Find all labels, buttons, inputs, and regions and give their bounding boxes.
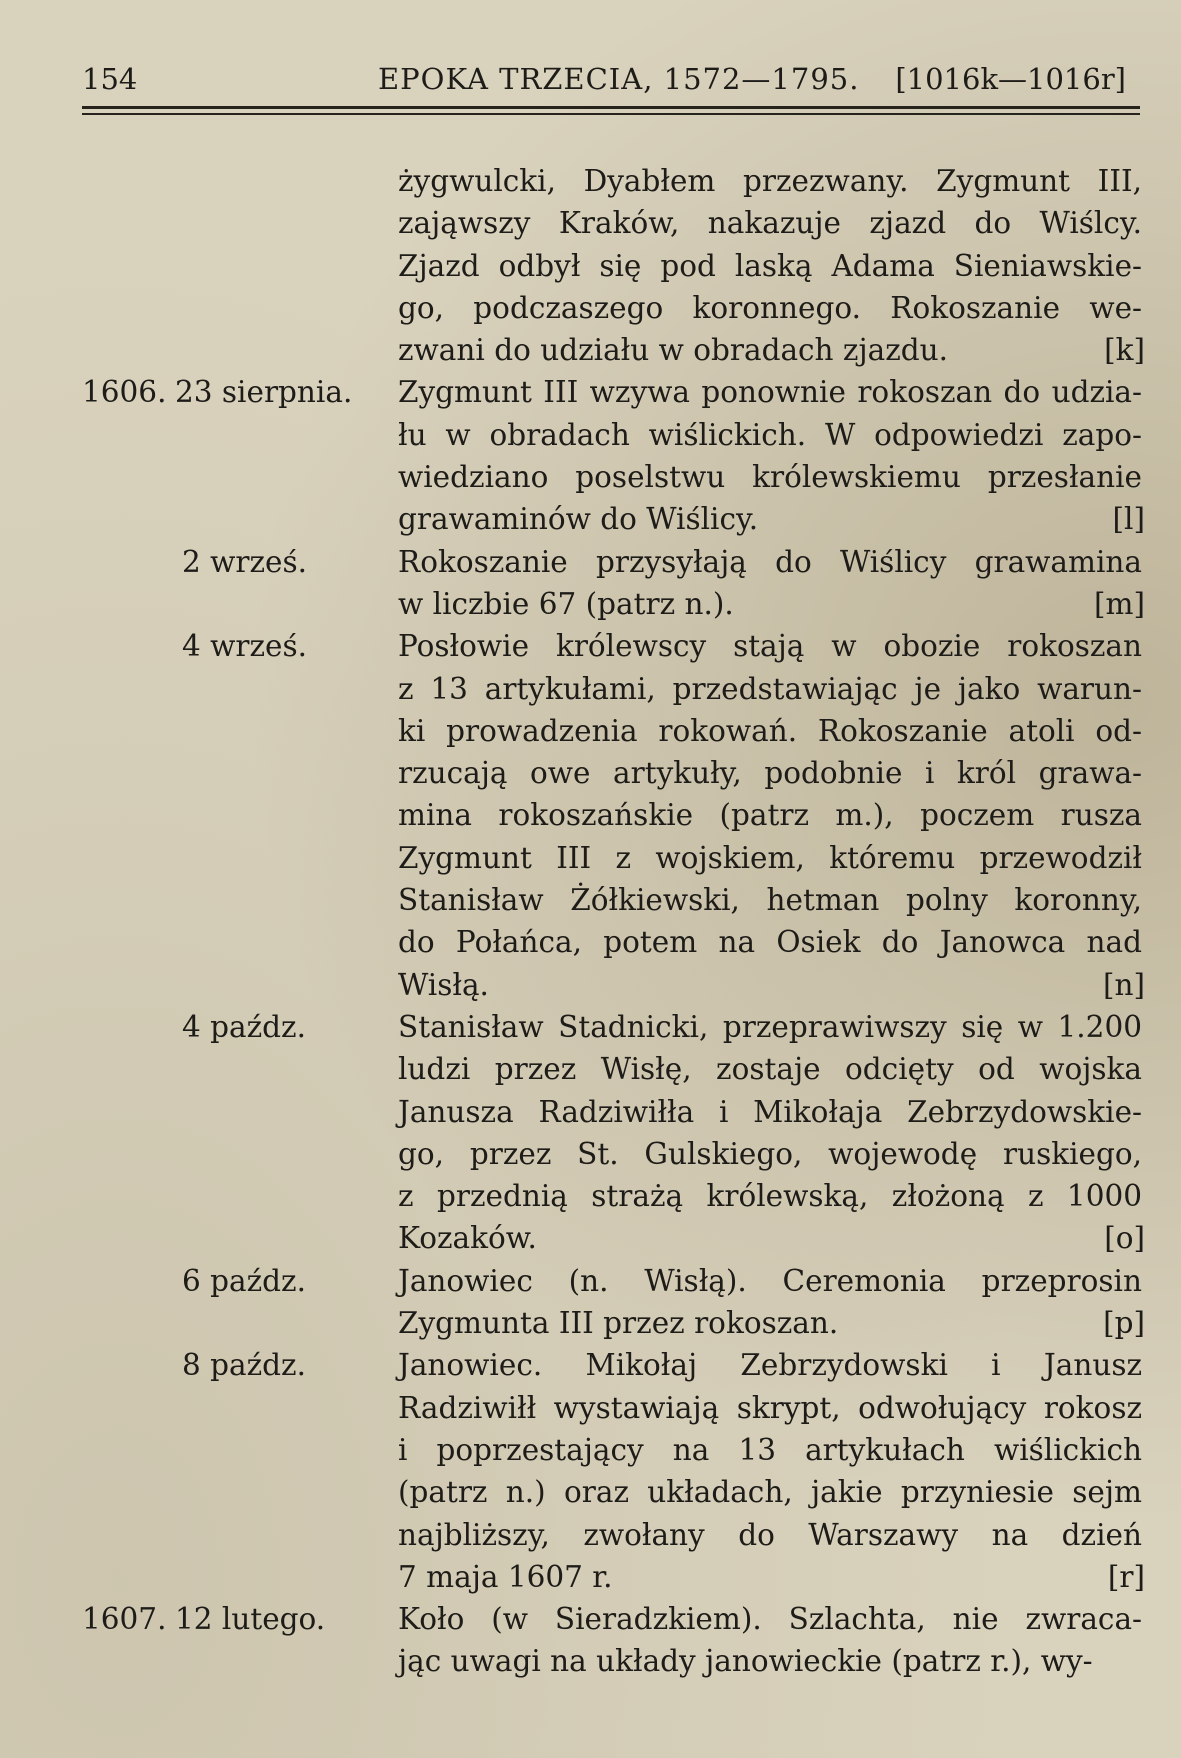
entry-text: ludzi przez Wisłę, zostaje odcięty od wojska bbox=[398, 1052, 1142, 1087]
entry-text: Kozaków. bbox=[398, 1221, 537, 1256]
text-line bbox=[0, 921, 1181, 963]
entry-text: go, przez St. Gulskiego, wojewodę ruskiego, bbox=[398, 1136, 1142, 1171]
text-line bbox=[0, 202, 1181, 244]
running-header bbox=[82, 62, 1142, 102]
text-line bbox=[0, 710, 1181, 752]
text-line bbox=[0, 1006, 1181, 1048]
entry-date bbox=[82, 1598, 382, 1640]
entry-text: Wisłą. bbox=[398, 967, 489, 1002]
text-line bbox=[0, 1344, 1181, 1386]
entry-text: Janusza Radziwiłła i Mikołaja Zebrzydowskie- bbox=[398, 1094, 1142, 1129]
entry-text: rzucają owe artykuły, podobnie i król grawa- bbox=[398, 756, 1142, 791]
text-line bbox=[0, 794, 1181, 836]
text-line bbox=[0, 583, 1181, 625]
chronology-entries bbox=[0, 160, 1181, 1683]
entry-text: wiedziano poselstwu królewskiemu przesłanie bbox=[398, 460, 1142, 495]
entry-text: Zygmunta III przez rokoszan. bbox=[398, 1306, 839, 1341]
entry-text: 7 maja 1607 r. bbox=[398, 1559, 613, 1594]
text-line bbox=[0, 160, 1181, 202]
entry-text: Stanisław Stadnicki, przeprawiwszy się w 1.200 bbox=[398, 1009, 1142, 1044]
entry-text: mina rokoszańskie (patrz m.), poczem rusza bbox=[398, 798, 1142, 833]
entry-day: 8 paźdz. bbox=[182, 1348, 306, 1383]
text-line bbox=[0, 1217, 1181, 1259]
source-reference: [l] bbox=[1112, 502, 1145, 537]
entry-text: Koło (w Sieradzkiem). Szlachta, nie zwraca- bbox=[398, 1602, 1142, 1637]
entry-text: Radziwiłł wystawiają skrypt, odwołujący rokosz bbox=[398, 1390, 1142, 1425]
entry-text: do Połańca, potem na Osiek do Janowca nad bbox=[398, 925, 1142, 960]
text-line bbox=[0, 1048, 1181, 1090]
entry-text: grawaminów do Wiślicy. bbox=[398, 502, 759, 537]
entry-day: 4 paźdz. bbox=[182, 1009, 306, 1044]
text-line bbox=[0, 1175, 1181, 1217]
entry-text: Janowiec (n. Wisłą). Ceremonia przeprosin bbox=[398, 1263, 1142, 1298]
text-line bbox=[0, 456, 1181, 498]
text-line bbox=[0, 498, 1181, 540]
header-rule-thin bbox=[82, 113, 1140, 115]
header-rule-thick bbox=[82, 106, 1140, 109]
entry-text: jąc uwagi na układy janowieckie (patrz r.), wy- bbox=[398, 1644, 1093, 1679]
entry-text: Zygmunt III wzywa ponownie rokoszan do udzia- bbox=[398, 375, 1142, 410]
text-line bbox=[0, 837, 1181, 879]
entry-text: łu w obradach wiślickich. W odpowiedzi zapo- bbox=[398, 417, 1142, 452]
text-line bbox=[0, 1387, 1181, 1429]
entry-year: 1606. bbox=[82, 375, 167, 410]
entry-text: z 13 artykułami, przedstawiając je jako warun- bbox=[398, 671, 1142, 706]
entry-day: 12 lutego. bbox=[175, 1602, 326, 1637]
entry-text: go, podczaszego koronnego. Rokoszanie we- bbox=[398, 290, 1142, 325]
entry-text: ki prowadzenia rokowań. Rokoszanie atoli od- bbox=[398, 713, 1142, 748]
entry-day: 2 wrześ. bbox=[182, 544, 308, 579]
text-line bbox=[0, 414, 1181, 456]
entry-text: Rokoszanie przysyłają do Wiślicy grawamina bbox=[398, 544, 1142, 579]
text-line bbox=[0, 1556, 1181, 1598]
entry-text: zwani do udziału w obradach zjazdu. bbox=[398, 333, 949, 368]
entry-text: Zygmunt III z wojskiem, któremu przewodził bbox=[398, 840, 1142, 875]
entry-day: 6 paźdz. bbox=[182, 1263, 306, 1298]
section-reference: [1016k—1016r] bbox=[895, 62, 1126, 96]
text-line bbox=[0, 287, 1181, 329]
running-title: EPOKA TRZECIA, 1572—1795. bbox=[378, 62, 860, 96]
source-reference: [k] bbox=[1104, 333, 1145, 368]
text-line bbox=[0, 1514, 1181, 1556]
entry-text: zająwszy Kraków, nakazuje zjazd do Wiślcy. bbox=[398, 206, 1142, 241]
text-line bbox=[0, 625, 1181, 667]
text-line bbox=[0, 1091, 1181, 1133]
entry-text: Stanisław Żółkiewski, hetman polny koronny, bbox=[398, 883, 1142, 918]
entry-text: Zjazd odbył się pod laską Adama Sieniawskie- bbox=[398, 248, 1142, 283]
text-line bbox=[0, 964, 1181, 1006]
text-line bbox=[0, 1598, 1181, 1640]
entry-date bbox=[82, 371, 382, 413]
entry-text: żygwulcki, Dyabłem przezwany. Zygmunt III, bbox=[398, 164, 1142, 198]
entry-text: najbliższy, zwołany do Warszawy na dzień bbox=[398, 1517, 1142, 1552]
entry-year: 1607. bbox=[82, 1602, 167, 1637]
entry-day: 4 wrześ. bbox=[182, 629, 308, 664]
text-line bbox=[0, 668, 1181, 710]
text-line bbox=[0, 1471, 1181, 1513]
entry-day: 23 sierpnia. bbox=[175, 375, 353, 410]
page-number: 154 bbox=[82, 62, 138, 96]
entry-text: (patrz n.) oraz układach, jakie przyniesie sejm bbox=[398, 1475, 1142, 1510]
source-reference: [m] bbox=[1094, 586, 1145, 621]
text-line bbox=[0, 329, 1181, 371]
text-line bbox=[0, 1429, 1181, 1471]
text-line bbox=[0, 371, 1181, 413]
text-line bbox=[0, 1133, 1181, 1175]
entry-text: i poprzestający na 13 artykułach wiślickich bbox=[398, 1432, 1142, 1467]
source-reference: [p] bbox=[1103, 1306, 1145, 1341]
text-line bbox=[0, 245, 1181, 287]
entry-text: Janowiec. Mikołaj Zebrzydowski i Janusz bbox=[398, 1348, 1142, 1383]
source-reference: [r] bbox=[1107, 1559, 1145, 1594]
entry-text: w liczbie 67 (patrz n.). bbox=[398, 586, 734, 621]
text-line bbox=[0, 879, 1181, 921]
entry-text: z przednią strażą królewską, złożoną z 1000 bbox=[398, 1179, 1142, 1214]
text-line bbox=[0, 1302, 1181, 1344]
source-reference: [n] bbox=[1102, 967, 1145, 1002]
text-line bbox=[0, 541, 1181, 583]
text-line bbox=[0, 752, 1181, 794]
text-line bbox=[0, 1640, 1181, 1682]
source-reference: [o] bbox=[1104, 1221, 1145, 1256]
entry-text: Posłowie królewscy stają w obozie rokoszan bbox=[398, 629, 1142, 664]
text-line bbox=[0, 1260, 1181, 1302]
